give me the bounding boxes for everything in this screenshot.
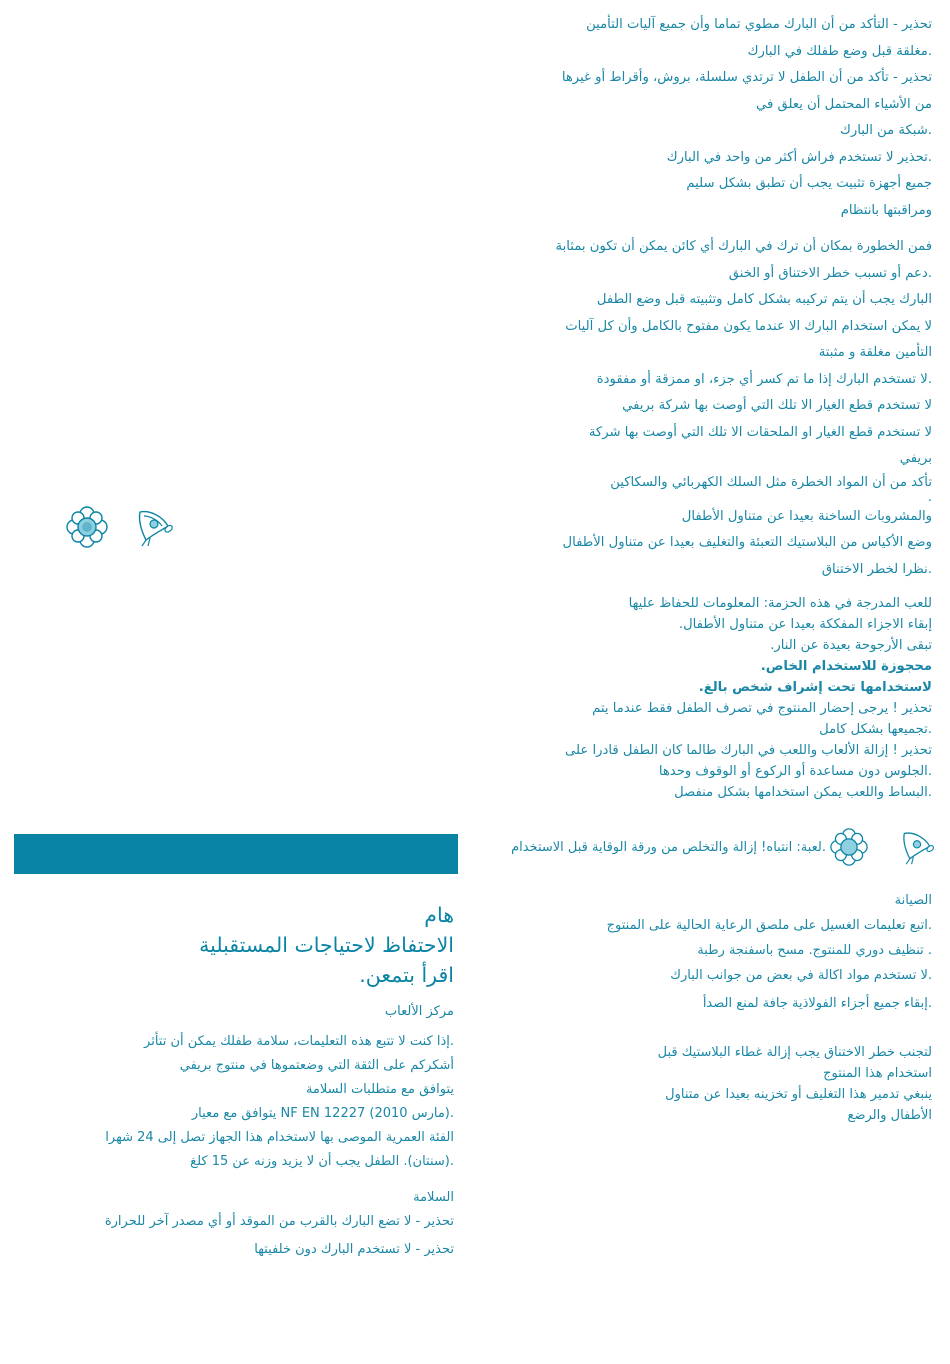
text-line: بريفي bbox=[899, 451, 932, 466]
text-line: .دعم أو تسبب خطر الاختناق أو الخنق bbox=[728, 265, 932, 281]
text-line: .البساط واللعب يمكن استخدامها بشكل منفصل bbox=[674, 785, 932, 800]
section-title: السلامة bbox=[413, 1190, 454, 1205]
text-line: جميع أجهزة تثبيت يجب أن تطبق بشكل سليم bbox=[686, 176, 932, 191]
text-line: .إذا كنت لا تتبع هذه التعليمات، سلامة طفلك يمكن أن تتأثر bbox=[144, 1034, 454, 1049]
text-line: وضع الأكياس من البلاستيك التعبئة والتغليف بعيدا عن متناول الأطفال bbox=[562, 535, 932, 550]
text-line: .نظرا لخطر الاختناق bbox=[821, 561, 932, 577]
text-line: .الجلوس دون مساعدة أو الركوع أو الوقوف وحدها bbox=[658, 764, 932, 779]
text-line: .لا تستخدم البارك إذا ما تم كسر أي جزء، او ممزقة أو مفقودة bbox=[596, 371, 932, 387]
bell-toy-icon bbox=[132, 506, 176, 552]
text-line: تحذير - لا تضع البارك بالقرب من الموقد أو أي مصدر آخر للحرارة bbox=[104, 1214, 454, 1229]
flower-icon bbox=[830, 828, 868, 870]
text-line: فمن الخطورة بمكان أن ترك في البارك أي كائن يمكن أن تكون بمثابة bbox=[555, 239, 932, 254]
text-line: تأكد من أن المواد الخطرة مثل السلك الكهربائي والسكاكين bbox=[610, 474, 932, 490]
maintenance-column bbox=[532, 888, 932, 1126]
text-line: من الأشياء المحتمل أن يعلق في bbox=[756, 96, 932, 112]
bold-line: محجوزة للاستخدام الخاص. bbox=[760, 659, 932, 674]
text-line: .(مارس 2010) NF EN 12227 يتوافق مع معيار bbox=[191, 1106, 454, 1121]
text-line: التأمين مغلقة و مثبتة bbox=[818, 345, 932, 360]
text-line: للعب المدرجة في هذه الحزمة: المعلومات للحفاظ عليها bbox=[628, 596, 932, 611]
text-line: استخدام هذا المنتوج bbox=[823, 1066, 932, 1081]
text-line: والمشروبات الساخنة بعيدا عن متناول الأطفال bbox=[681, 508, 932, 524]
section-title: مركز الألعاب bbox=[384, 1004, 454, 1019]
important-heading: الاحتفاظ لاحتياجات المستقبلية bbox=[199, 933, 454, 957]
text-line: أشكركم على الثقة التي وضعتموها في منتوج بريفي bbox=[179, 1058, 454, 1073]
text-line: لا تستخدم قطع الغيار الا تلك التي أوصت بها شركة بريفي bbox=[622, 398, 932, 413]
text-line: إبقاء الاجزاء المفككة بعيدا عن متناول الأطفال. bbox=[678, 617, 932, 632]
bold-line: لاستخدامها تحت إشراف شخص بالغ. bbox=[698, 680, 932, 695]
text-line: ينبغي تدمير هذا التغليف أو تخزينه بعيدا عن متناول bbox=[665, 1087, 932, 1102]
text-line: .شبكة من البارك bbox=[840, 123, 932, 138]
warnings-column bbox=[502, 12, 932, 803]
text-line: تبقى الأرجوحة بعيدة عن النار. bbox=[770, 638, 932, 653]
text-line: الفئة العمرية الموصى بها لاستخدام هذا الجهاز تصل إلى 24 شهرا bbox=[105, 1130, 454, 1145]
warnings-group-2 bbox=[502, 234, 932, 583]
warnings-group-3 bbox=[502, 593, 932, 803]
text-line: يتوافق مع متطلبات السلامة bbox=[305, 1082, 454, 1097]
important-heading: اقرأ بتمعن. bbox=[359, 963, 454, 987]
text-line: .مغلقة قبل وضع طفلك في البارك bbox=[747, 43, 932, 59]
text-line: تحذير - لا تستخدم البارك دون خلفيتها bbox=[254, 1242, 454, 1257]
text-line: لا تستخدم قطع الغيار او الملحقات الا تلك التي أوصت بها شركة bbox=[588, 424, 932, 440]
text-line: الأطفال والرضع bbox=[847, 1108, 932, 1123]
text-line: لتجنب خطر الاختناق يجب إزالة غطاء البلاستيك قبل bbox=[657, 1045, 932, 1060]
important-heading: هام bbox=[424, 903, 454, 927]
text-line: تحذير - التأكد من أن البارك مطوي تماما وأن جميع آليات التأمين bbox=[586, 17, 932, 32]
text-line: .(سنتان). الطفل يجب أن لا يزيد وزنه عن 15 كلغ bbox=[190, 1154, 454, 1169]
text-line: . bbox=[927, 489, 932, 505]
text-line: لا يمكن استخدام البارك الا عندما يكون مفتوح بالكامل وأن كل آليات bbox=[565, 318, 932, 334]
text-line: ومراقبتها بانتظام bbox=[840, 202, 932, 218]
text-line: .تحذير لا تستخدم فراش أكثر من واحد في البارك bbox=[666, 149, 932, 165]
flower-icon bbox=[66, 506, 108, 552]
toy-note: .لعبة: انتباه! إزالة والتخلص من ورقة الوقاية قبل الاستخدام bbox=[511, 840, 826, 855]
section-title: الصيانة bbox=[894, 893, 932, 908]
important-column bbox=[14, 900, 454, 1266]
text-line: تحذير - تأكد من أن الطفل لا ترتدي سلسلة، بروش، وأقراط أو غيرها bbox=[561, 70, 932, 85]
text-line: البارك يجب أن يتم تركيبه بشكل كامل وتثبيته قبل وضع الطفل bbox=[596, 292, 932, 307]
text-line: .تجميعها بشكل كامل bbox=[819, 722, 932, 737]
text-line: . تنظيف دوري للمنتوج. مسح باسفنجة رطبة bbox=[697, 943, 932, 958]
text-line: تحذير ! يرجى إحضار المنتوج في تصرف الطفل فقط عندما يتم bbox=[592, 701, 932, 716]
text-line: .لا تستخدم مواد اكالة في بعض من جوانب البارك bbox=[670, 968, 932, 983]
text-line: .إبقاء جميع أجزاء الفولاذية جافة لمنع الصدأ bbox=[702, 996, 932, 1011]
bell-toy-icon bbox=[896, 828, 938, 870]
warnings-group-1 bbox=[502, 12, 932, 224]
text-line: .اتبع تعليمات الغسيل على ملصق الرعاية الحالية على المنتوج bbox=[606, 918, 932, 933]
text-line: تحذير ! إزالة الألعاب واللعب في البارك طالما كان الطفل قادرا على bbox=[565, 743, 932, 758]
section-banner bbox=[14, 834, 458, 874]
